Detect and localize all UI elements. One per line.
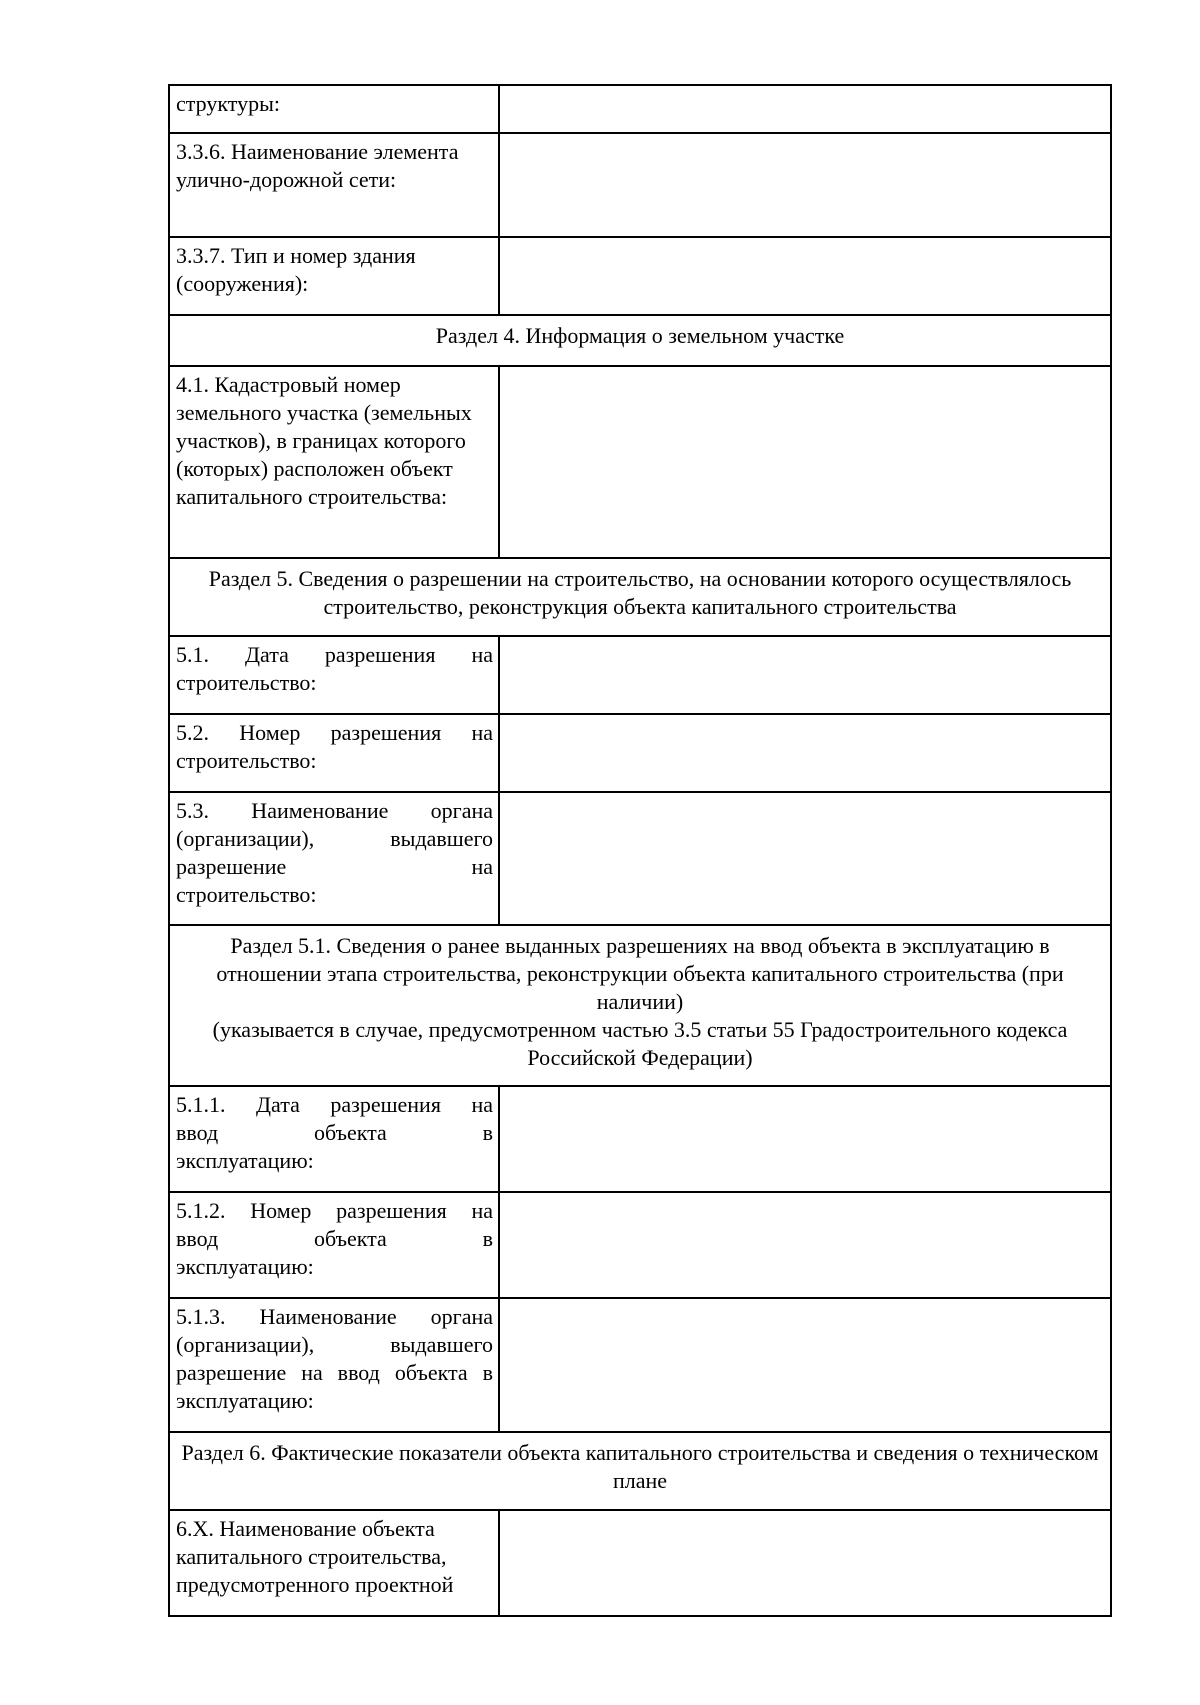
table-row (169, 85, 1111, 133)
value-cell[interactable] (499, 133, 1111, 237)
field-label-line: 5.2. Номер разрешения на (176, 720, 493, 745)
section-title: Раздел 5. Сведения о разрешении на строительство, на основании которого осуществлялось строительство, реконструкция объекта капитального строительства (208, 566, 1072, 619)
section-title: Раздел 6. Фактические показатели объекта капитального строительства и сведения о техническом плане (181, 1440, 1099, 1493)
field-label-line: (организации), выдавшего (176, 826, 493, 851)
section-title: Раздел 5.1. Сведения о ранее выданных разрешениях на ввод объекта в эксплуатацию в отношении этапа строительства, реконструкции объекта капитального строительства (при наличии) (216, 933, 1064, 1014)
table-row (169, 1510, 1111, 1616)
table-row (169, 1086, 1111, 1192)
field-label-line: ввод объекта в (176, 1226, 493, 1251)
label-cell (169, 1192, 499, 1298)
value-cell[interactable] (499, 1298, 1111, 1432)
field-label: 6.X. Наименование объекта капитального строительства, предусмотренного проектной (176, 1516, 454, 1597)
value-cell[interactable] (499, 85, 1111, 133)
field-label-line: 5.3. Наименование органа (176, 798, 493, 823)
section-row (169, 1432, 1111, 1510)
field-label-line: 5.1.1. Дата разрешения на (176, 1092, 493, 1117)
table-row (169, 792, 1111, 925)
field-label: 3.3.7. Тип и номер здания (сооружения): (176, 243, 416, 296)
field-label-line: строительство: (176, 748, 317, 773)
label-cell (169, 85, 499, 133)
value-cell[interactable] (499, 636, 1111, 714)
field-label-line: эксплуатацию: (176, 1388, 314, 1413)
section-row (169, 925, 1111, 1086)
table-row (169, 1192, 1111, 1298)
field-label-line: разрешение на (176, 854, 493, 879)
section-header-4 (169, 315, 1111, 366)
field-label-line: разрешение на ввод объекта в (176, 1360, 493, 1385)
value-cell[interactable] (499, 366, 1111, 558)
section-row (169, 558, 1111, 636)
field-label-line: эксплуатацию: (176, 1148, 314, 1173)
table-row (169, 237, 1111, 315)
label-cell (169, 636, 499, 714)
field-label-line: ввод объекта в (176, 1120, 493, 1145)
table-row (169, 133, 1111, 237)
label-cell (169, 714, 499, 792)
value-cell[interactable] (499, 792, 1111, 925)
section-header-5-1 (169, 925, 1111, 1086)
field-label-line: строительство: (176, 882, 317, 907)
label-cell (169, 366, 499, 558)
label-cell (169, 1510, 499, 1616)
field-label: 4.1. Кадастровый номер земельного участка (земельных участков), в границах которого (которых) расположен объект капитального строительства: (176, 372, 472, 509)
table-row (169, 636, 1111, 714)
value-cell[interactable] (499, 237, 1111, 315)
field-label: структуры: (176, 91, 280, 116)
field-label-line: 5.1. Дата разрешения на (176, 642, 493, 667)
field-label-line: 5.1.3. Наименование органа (176, 1304, 493, 1329)
section-note: (указывается в случае, предусмотренном частью 3.5 статьи 55 Градостроительного кодекса Российской Федерации) (212, 1017, 1068, 1070)
label-cell (169, 1298, 499, 1432)
field-label: 3.3.6. Наименование элемента улично-дорожной сети: (176, 139, 459, 192)
label-cell (169, 792, 499, 925)
form-table (168, 84, 1112, 1617)
table-row (169, 1298, 1111, 1432)
table-row (169, 714, 1111, 792)
value-cell[interactable] (499, 1510, 1111, 1616)
field-label-line: эксплуатацию: (176, 1254, 314, 1279)
value-cell[interactable] (499, 714, 1111, 792)
section-row (169, 315, 1111, 366)
value-cell[interactable] (499, 1086, 1111, 1192)
section-title: Раздел 4. Информация о земельном участке (435, 323, 845, 348)
section-header-5 (169, 558, 1111, 636)
label-cell (169, 237, 499, 315)
field-label-line: строительство: (176, 670, 317, 695)
value-cell[interactable] (499, 1192, 1111, 1298)
table-row (169, 366, 1111, 558)
label-cell (169, 133, 499, 237)
field-label-line: 5.1.2. Номер разрешения на (176, 1198, 493, 1223)
section-header-6 (169, 1432, 1111, 1510)
field-label-line: (организации), выдавшего (176, 1332, 493, 1357)
label-cell (169, 1086, 499, 1192)
